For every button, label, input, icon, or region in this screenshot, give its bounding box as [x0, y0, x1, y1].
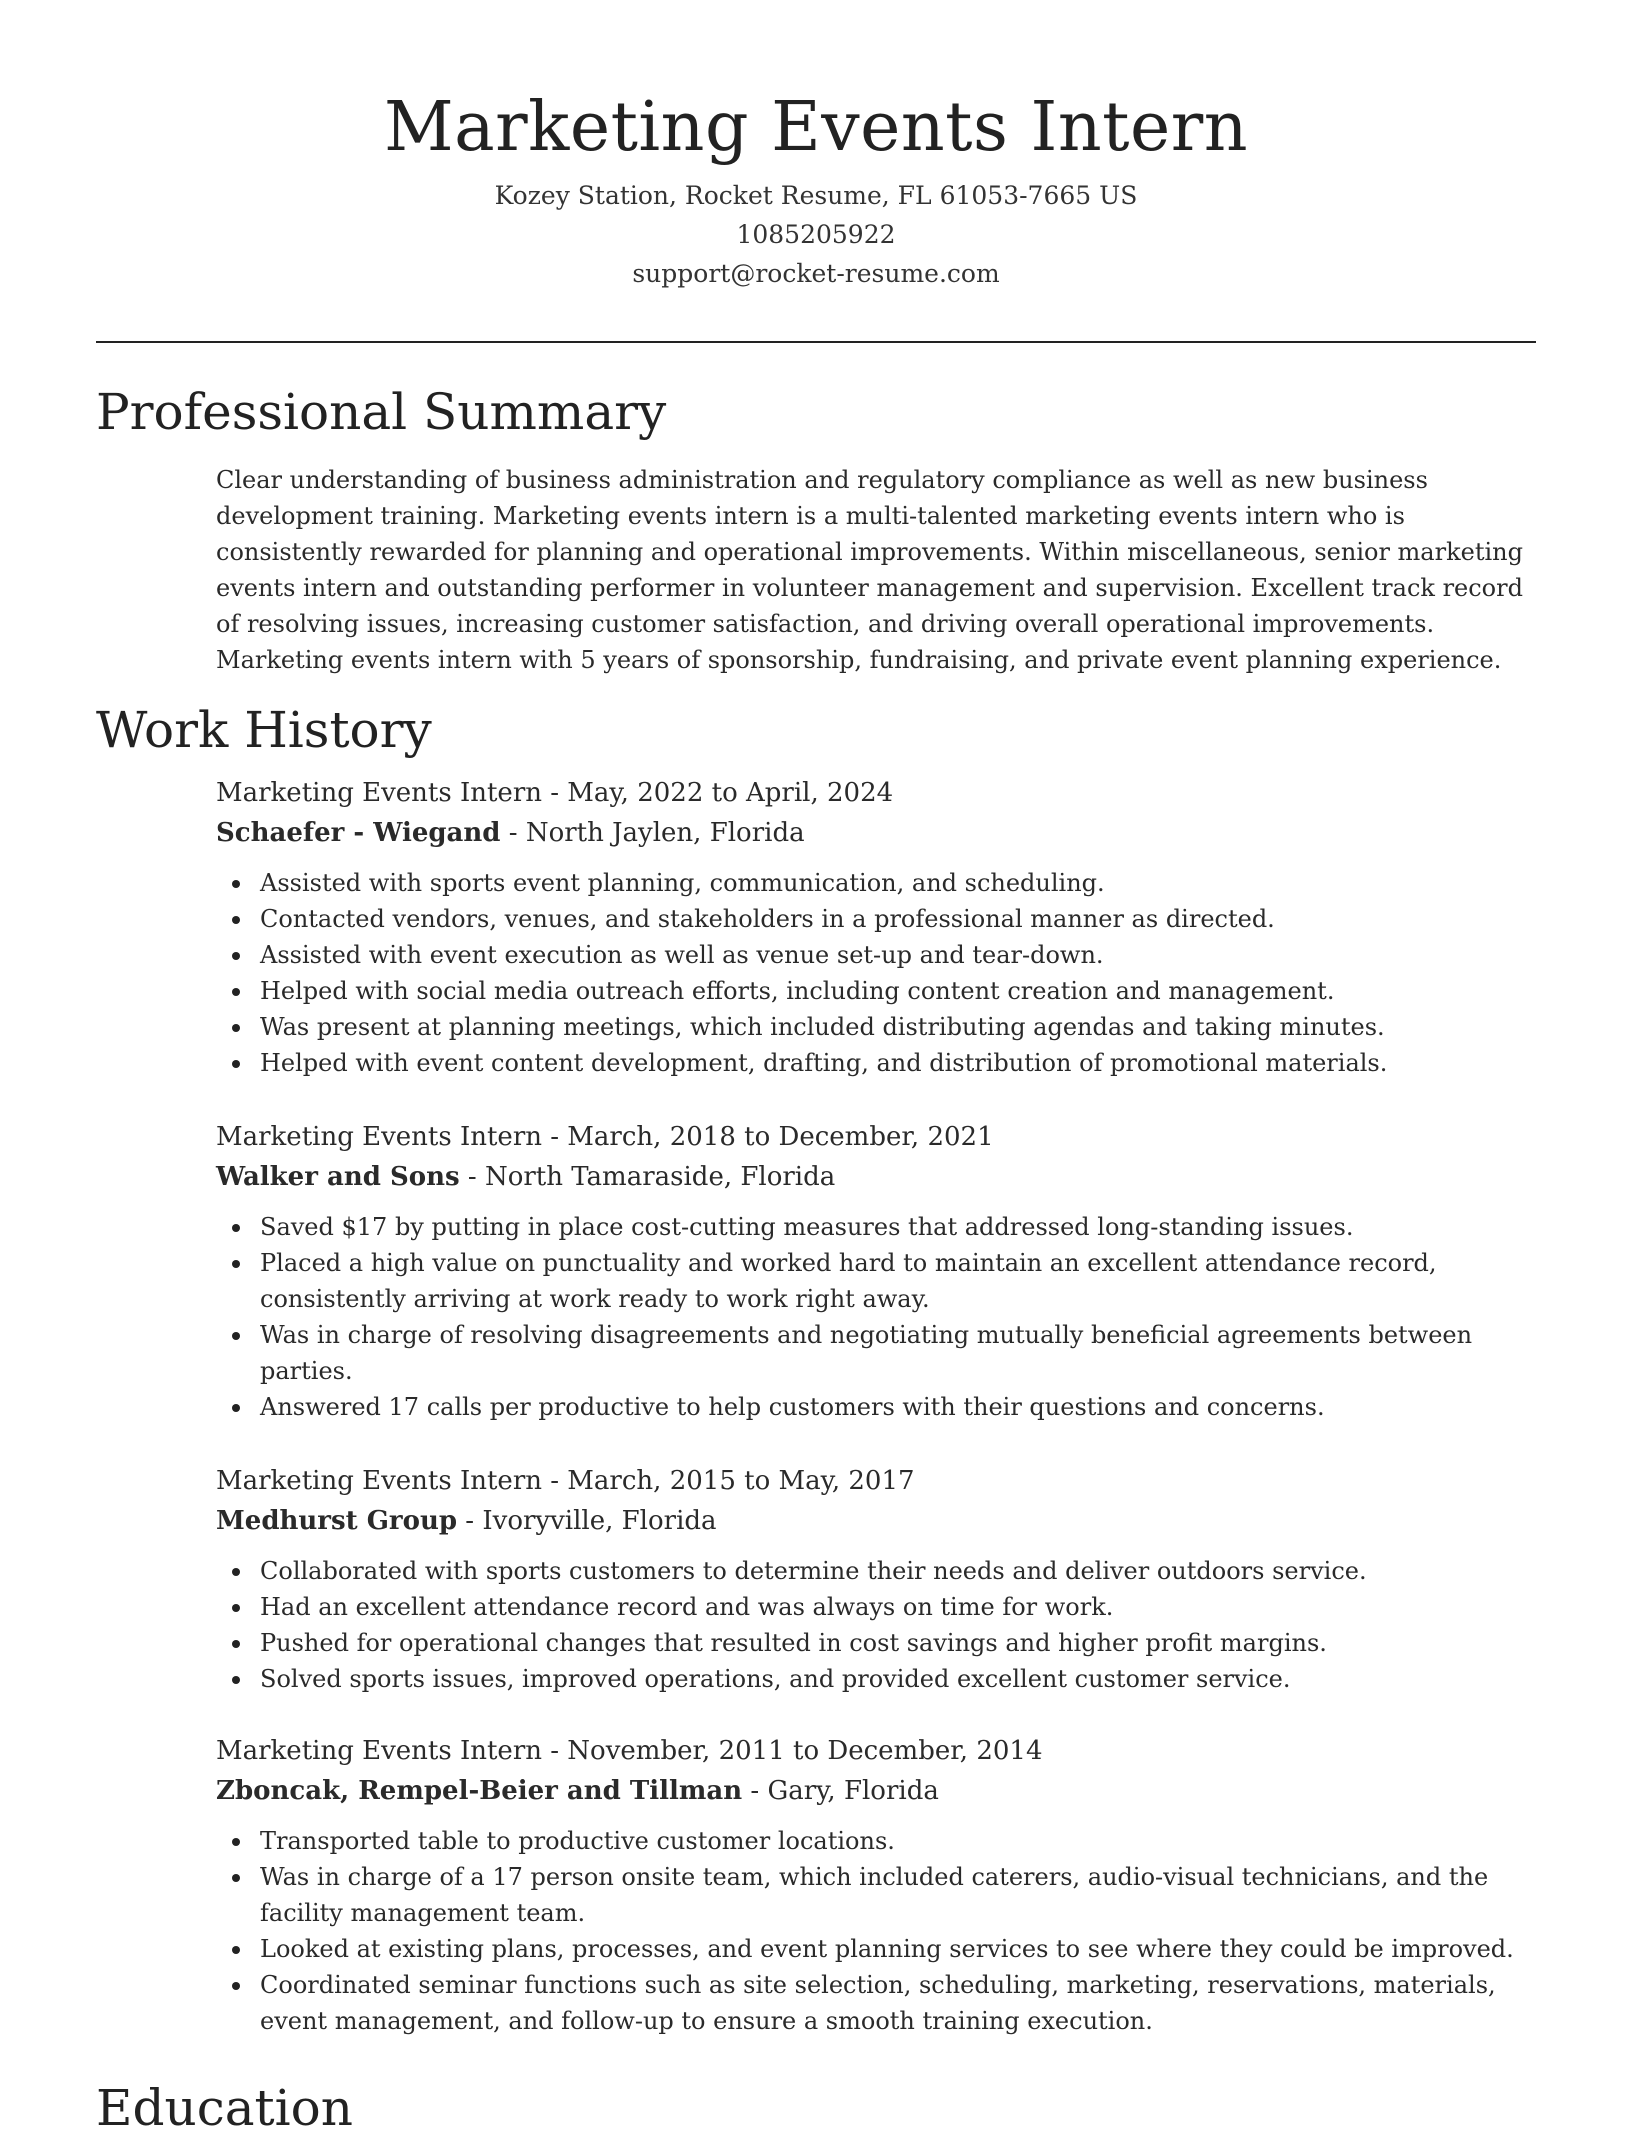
bullet-item: Assisted with event execution as well as venue set-up and tear-down.: [260, 937, 1536, 973]
job-company-line: [216, 1501, 1536, 1541]
bullet-item: Collaborated with sports customers to determine their needs and deliver outdoors service.: [260, 1553, 1536, 1589]
bullet-item: Coordinated seminar functions such as site selection, scheduling, marketing, reservations, materials, event management, and follow-up to ensure a smooth training execution.: [260, 1967, 1536, 2039]
bullet-item: Answered 17 calls per productive to help customers with their questions and concerns.: [260, 1389, 1536, 1425]
bullet-item: Pushed for operational changes that resulted in cost savings and higher profit margins.: [260, 1625, 1536, 1661]
bullet-item: Saved $17 by putting in place cost-cutting measures that addressed long-standing issues.: [260, 1209, 1536, 1245]
contact-email: support@rocket-resume.com: [632, 259, 1000, 288]
bullet-item: Helped with social media outreach efforts, including content creation and management.: [260, 973, 1536, 1009]
company-name: Zboncak, Rempel-Beier and Tillman: [216, 1776, 743, 1806]
job-bullets: [216, 865, 1536, 1081]
bullet-item: Looked at existing plans, processes, and event planning services to see where they could be improved.: [260, 1931, 1536, 1967]
education-heading: Education: [96, 2079, 353, 2137]
bullet-item: Was present at planning meetings, which included distributing agendas and taking minutes.: [260, 1009, 1536, 1045]
job-entry: [216, 773, 1536, 1081]
job-entry: [216, 1461, 1536, 1697]
job-title-line: Marketing Events Intern - November, 2011 to December, 2014: [216, 1736, 1043, 1766]
job-title-line: Marketing Events Intern - March, 2018 to December, 2021: [216, 1122, 994, 1152]
company-name: Walker and Sons: [216, 1162, 460, 1192]
header-divider: [96, 341, 1536, 343]
contact-address: Kozey Station, Rocket Resume, FL 61053-7665 US: [494, 181, 1138, 210]
contact-info: [0, 176, 1632, 293]
company-name: Schaefer - Wiegand: [216, 818, 501, 848]
bullet-item: Helped with event content development, drafting, and distribution of promotional materials.: [260, 1045, 1536, 1081]
job-title-line: Marketing Events Intern - May, 2022 to April, 2024: [216, 778, 894, 808]
bullet-item: Contacted vendors, venues, and stakeholders in a professional manner as directed.: [260, 901, 1536, 937]
company-name: Medhurst Group: [216, 1506, 458, 1536]
resume-name: Marketing Events Intern: [383, 88, 1249, 167]
job-bullets: [216, 1209, 1536, 1425]
job-entry: [216, 1117, 1536, 1425]
job-company-line: [216, 813, 1536, 853]
bullet-item: Had an excellent attendance record and was always on time for work.: [260, 1589, 1536, 1625]
job-location: - Ivoryville, Florida: [457, 1506, 717, 1536]
contact-phone: 1085205922: [736, 220, 896, 249]
summary-text: Clear understanding of business administration and regulatory compliance as well as new business development training. Marketing events intern is a multi-talented marketing events intern who is consistently rewarded for planning and operational improvements. Within miscellaneous, senior marketing events intern and outstanding performer in volunteer management and supervision. Excellent track record of resolving issues, increasing customer satisfaction, and driving overall operational improvements. Marketing events intern with 5 years of sponsorship, fundraising, and private event planning experience.: [216, 466, 1523, 674]
bullet-item: Solved sports issues, improved operations, and provided excellent customer service.: [260, 1661, 1536, 1697]
job-entry: [216, 1731, 1536, 2039]
resume-header: [0, 0, 1632, 293]
bullet-item: Was in charge of resolving disagreements and negotiating mutually beneficial agreements between parties.: [260, 1317, 1536, 1389]
summary-heading: Professional Summary: [96, 383, 667, 441]
bullet-item: Assisted with sports event planning, communication, and scheduling.: [260, 865, 1536, 901]
job-bullets: [216, 1823, 1536, 2039]
job-location: - Gary, Florida: [742, 1776, 939, 1806]
job-title-line: Marketing Events Intern - March, 2015 to May, 2017: [216, 1466, 915, 1496]
job-location: - North Jaylen, Florida: [500, 818, 805, 848]
bullet-item: Was in charge of a 17 person onsite team, which included caterers, audio-visual technicians, and the facility management team.: [260, 1859, 1536, 1931]
work-history-heading: Work History: [96, 701, 432, 759]
job-company-line: [216, 1157, 1536, 1197]
job-company-line: [216, 1771, 1536, 1811]
job-location: - North Tamaraside, Florida: [459, 1162, 836, 1192]
bullet-item: Placed a high value on punctuality and worked hard to maintain an excellent attendance record, consistently arriving at work ready to work right away.: [260, 1245, 1536, 1317]
bullet-item: Transported table to productive customer locations.: [260, 1823, 1536, 1859]
job-bullets: [216, 1553, 1536, 1697]
